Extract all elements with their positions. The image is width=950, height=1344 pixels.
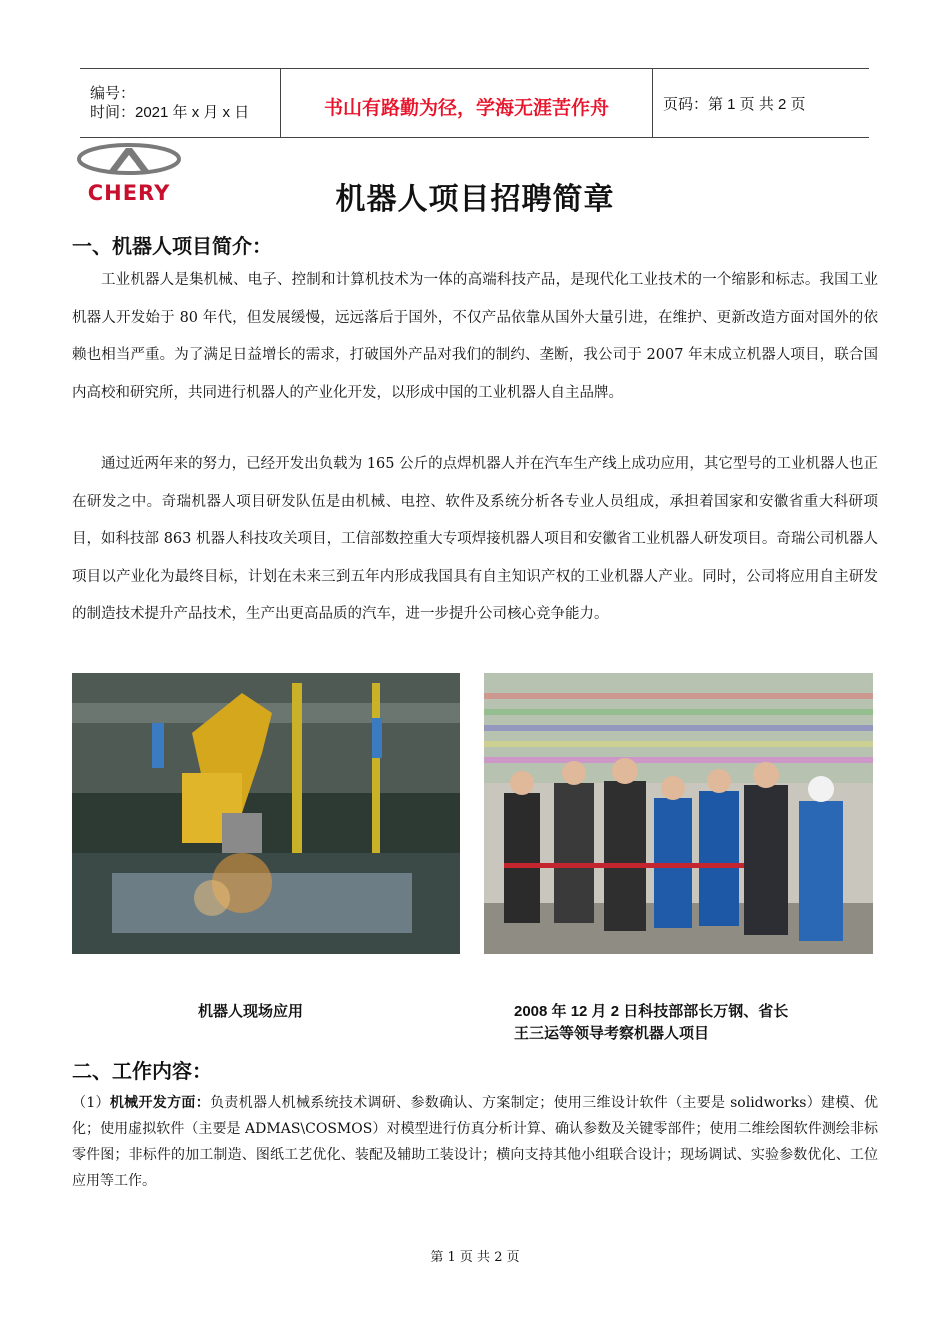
leadership-visit-photo — [484, 673, 873, 954]
section-1-heading: 一、机器人项目简介： — [72, 234, 272, 258]
document-title: 机器人项目招聘简章 — [335, 182, 615, 217]
page-footer: 第 1 页 共 2 页 — [430, 1250, 520, 1265]
motto-text: 书山有路勤为径，学海无涯苦作舟 — [323, 96, 609, 119]
work-item-number: （1） — [72, 1095, 110, 1111]
robot-application-photo — [72, 673, 460, 954]
work-item-text: 负责机器人机械系统技术调研、参数确认、方案制定；使用三维设计软件（主要是 solidworks）建模、优化；使用虚拟软件（主要是 ADMAS\COSMOS）对模型进行仿真分析计算、确认参数及关键零部件；使用二维绘图软件测绘非标零件图；非标件的加工制造、图纸工艺优化、装配及辅助工装设计；横向支持其他小组联合设计；现场调试、实验参数优化、工位应用等工作。 — [72, 1095, 878, 1189]
page-info-text: 页码：第 1 页 共 2 页 — [663, 95, 806, 113]
header-meta — [80, 69, 280, 137]
work-item-lead: 机械开发方面： — [109, 1095, 211, 1111]
header-table — [80, 68, 869, 138]
logo-brand-text: CHERY — [87, 181, 171, 205]
date-text: 时间：2021 年 x 月 x 日 — [90, 104, 250, 121]
intro-paragraph-1: 工业机器人是集机械、电子、控制和计算机技术为一体的高端科技产品，是现代化工业技术的一个缩影和标志。我国工业机器人开发始于 80 年代，但发展缓慢，远远落后于国外，不仅产品依靠从国外大量引进，在维护、更新改造方面对国外的依赖也相当严重。为了满足日益增长的需求，打破国外产品对我们的制约、垄断，我公司于 2007 年末成立机器人项目，联合国内高校和研究所，共同进行机器人的产业化开发，以形成中国的工业机器人自主品牌。 — [72, 272, 878, 401]
work-item-mechanical — [72, 1090, 878, 1194]
right-photo-caption-line-2: 王三运等领导考察机器人项目 — [514, 1025, 710, 1042]
section-2-heading: 二、工作内容： — [72, 1059, 212, 1083]
header-motto — [280, 69, 653, 137]
intro-paragraph-2: 通过近两年来的努力，已经开发出负载为 165 公斤的点焊机器人并在汽车生产线上成功应用，其它型号的工业机器人也正在研发之中。奇瑞机器人项目研发队伍是由机械、电控、软件及系统分析各专业人员组成，承担着国家和安徽省重大科研项目，如科技部 863 机器人科技攻关项目，工信部数控重大专项焊接机器人项目和安徽省工业机器人研发项目。奇瑞公司机器人项目以产业化为最终目标，计划在未来三到五年内形成我国具有自主知识产权的工业机器人产业。同时，公司将应用自主研发的制造技术提升产品技术，生产出更高品质的汽车，进一步提升公司核心竞争能力。 — [72, 456, 878, 622]
left-photo-caption: 机器人现场应用 — [198, 1003, 304, 1020]
right-photo-caption-line-1: 2008 年 12 月 2 日科技部部长万钢、省长 — [514, 1003, 789, 1020]
header-page-info — [653, 69, 869, 137]
serial-label: 编号： — [90, 85, 136, 102]
